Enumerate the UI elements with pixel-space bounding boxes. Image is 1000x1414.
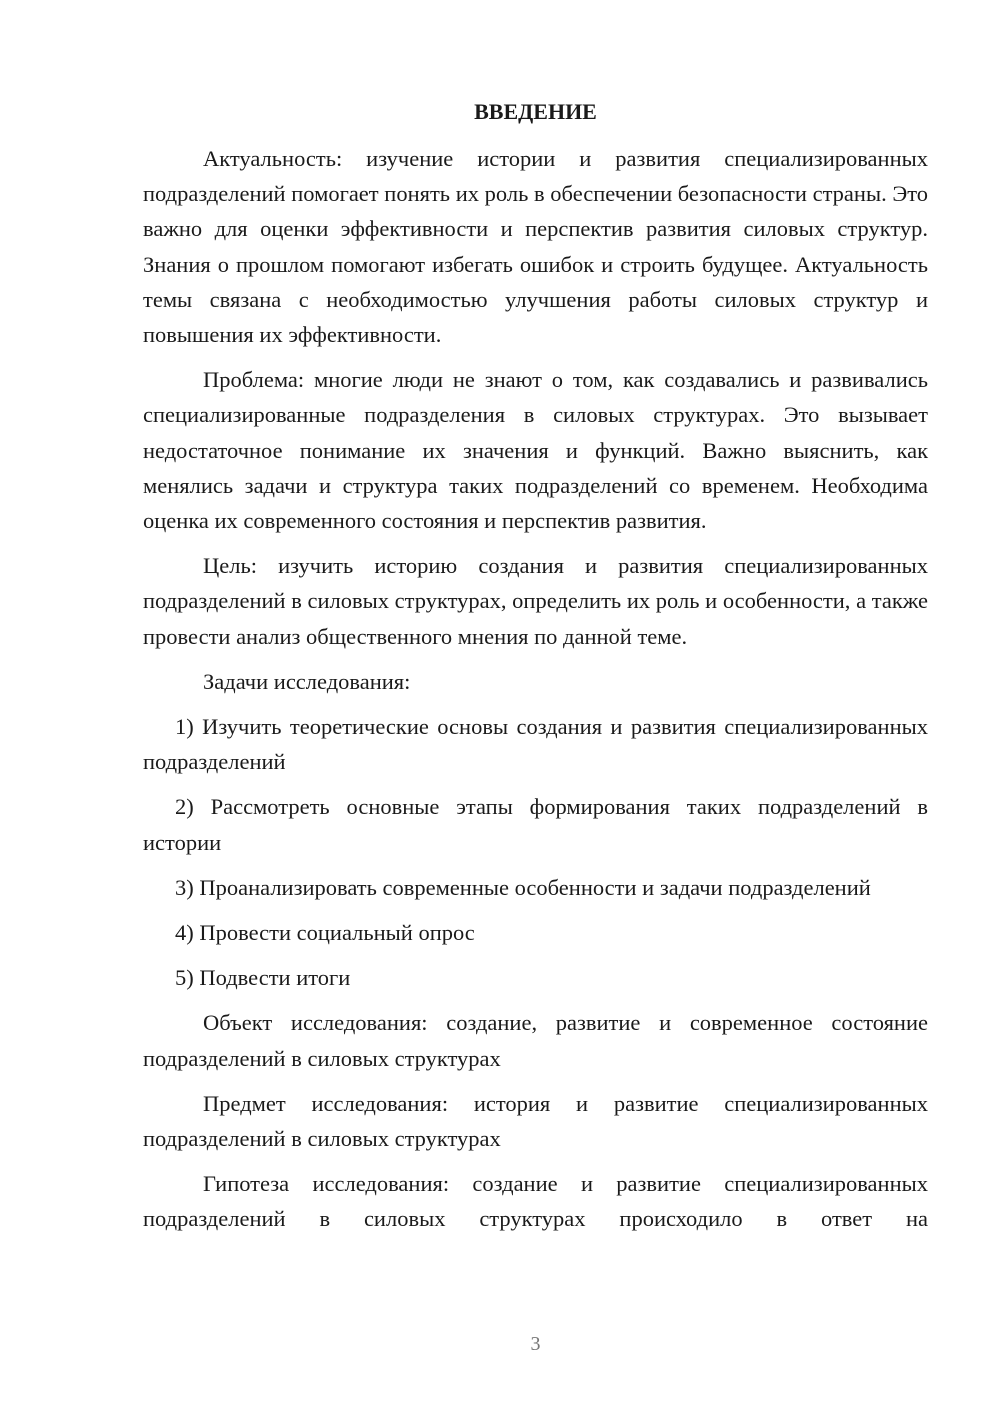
task-item: 3) Проанализировать современные особенности и задачи подразделений xyxy=(175,874,871,900)
task-item: 4) Провести социальный опрос xyxy=(175,920,475,946)
relevance-paragraph: Актуальность: изучение истории и развития специализированных подразделений помогает понять их роль в обеспечении безопасности страны. Это важно для оценки эффективности и перспектив развития силовых структур. Знания о прошлом помогают избегать ошибок и строить будущее. Актуальность темы связана с необходимостью улучшения работы силовых структур и повышения их эффективности. xyxy=(143,146,928,348)
object-paragraph: Объект исследования: создание, развитие и современное состояние подразделений в силовых структурах xyxy=(143,1010,928,1071)
task-item: 2) Рассмотреть основные этапы формирования таких подразделений в истории xyxy=(143,794,928,855)
page-content xyxy=(143,94,928,1247)
tasks-title: Задачи исследования: xyxy=(203,668,411,694)
task-item: 1) Изучить теоретические основы создания и развития специализированных подразделений xyxy=(143,714,928,775)
page-number: 3 xyxy=(530,1333,541,1355)
hypothesis-paragraph: Гипотеза исследования: создание и развитие специализированных подразделений в силовых структурах происходило в ответ на xyxy=(143,1171,928,1232)
goal-paragraph: Цель: изучить историю создания и развития специализированных подразделений в силовых структурах, определить их роль и особенности, а также провести анализ общественного мнения по данной теме. xyxy=(143,553,928,649)
section-heading: ВВЕДЕНИЕ xyxy=(474,99,597,124)
subject-paragraph: Предмет исследования: история и развитие специализированных подразделений в силовых структурах xyxy=(143,1090,928,1152)
task-item: 5) Подвести итоги xyxy=(175,965,351,991)
problem-paragraph: Проблема: многие люди не знают о том, как создавались и развивались специализированные подразделения в силовых структурах. Это вызывает недостаточное понимание их значения и функций. Важно выяснить, как менялись задачи и структура таких подразделений со временем. Необходима оценка их современного состояния и перспектив развития. xyxy=(143,367,928,534)
